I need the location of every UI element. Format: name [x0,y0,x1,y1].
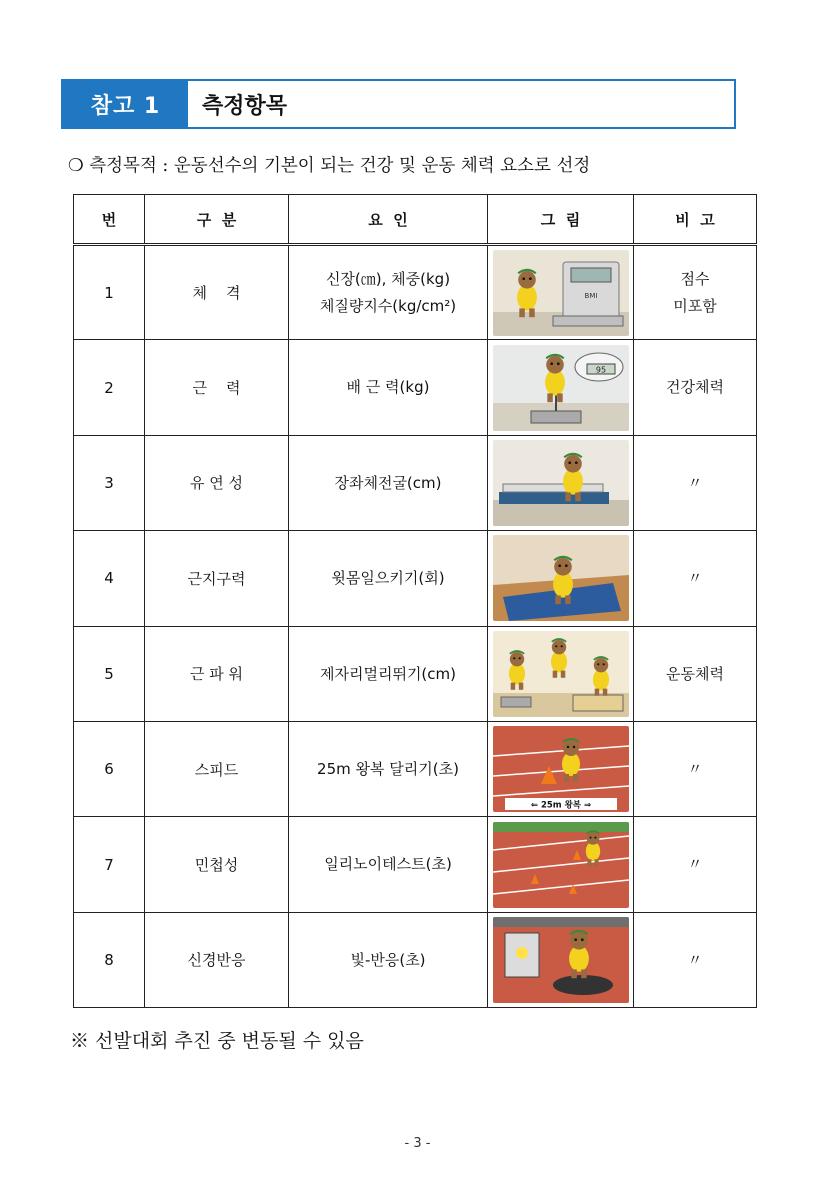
row-picture [488,340,634,435]
row-number: 2 [74,340,145,435]
row-note: 운동체력 [634,626,757,721]
row-number: 4 [74,531,145,626]
row-note: 〃 [634,721,757,816]
col-header-category: 구 분 [145,195,289,245]
row-number: 7 [74,817,145,912]
col-header-picture: 그 림 [488,195,634,245]
row-number: 3 [74,435,145,530]
row-factor: 일리노이테스트(초) [289,817,488,912]
light-reaction-illustration [493,917,629,1003]
row-picture [488,817,634,912]
table-row [74,435,757,530]
col-header-no: 번 [74,195,145,245]
table-row [74,531,757,626]
table-row [74,626,757,721]
svg-text:⇐ 25m 왕복 ⇒: ⇐ 25m 왕복 ⇒ [530,800,591,811]
row-picture [488,245,634,340]
sit-ups-illustration [493,535,629,621]
row-note: 〃 [634,435,757,530]
row-factor: 제자리멀리뛰기(cm) [289,626,488,721]
row-number: 6 [74,721,145,816]
section-title: 측정항목 [202,93,288,119]
row-factor: 윗몸일으키기(회) [289,531,488,626]
row-note: 건강체력 [634,340,757,435]
row-note: 〃 [634,531,757,626]
row-factor: 배 근 력(kg) [289,340,488,435]
back-dynamometer-illustration [493,345,629,431]
table-row [74,245,757,340]
row-picture [488,435,634,530]
table-row [74,912,757,1007]
long-jump-illustration [493,631,629,717]
svg-text:95: 95 [595,365,606,375]
measurement-table [73,194,757,1008]
row-picture [488,626,634,721]
row-picture [488,721,634,816]
row-number: 5 [74,626,145,721]
col-header-note: 비 고 [634,195,757,245]
row-note: 〃 [634,817,757,912]
section-tag: 참고 1 [63,81,188,127]
row-factor: 장좌체전굴(cm) [289,435,488,530]
table-row [74,817,757,912]
row-number: 8 [74,912,145,1007]
col-header-factor: 요 인 [289,195,488,245]
section-header [61,79,736,129]
row-note: 〃 [634,912,757,1007]
footnote: ※ 선발대회 추진 중 변동될 수 있음 [70,1030,364,1052]
measurement-purpose: ❍ 측정목적 : 운동선수의 기본이 되는 건강 및 운동 체력 요소로 선정 [68,156,591,176]
row-category: 신경반응 [145,912,289,1007]
illinois-test-illustration [493,822,629,908]
row-category: 근지구력 [145,531,289,626]
row-category: 근 력 [145,340,289,435]
row-note: 점수 미포함 [634,245,757,340]
row-category: 체 격 [145,245,289,340]
svg-text:BMI: BMI [584,291,597,300]
sit-and-reach-illustration [493,440,629,526]
page-number: - 3 - [404,1136,431,1151]
row-factor: 25m 왕복 달리기(초) [289,721,488,816]
row-number: 1 [74,245,145,340]
row-picture [488,912,634,1007]
row-factor: 빛-반응(초) [289,912,488,1007]
bmi-scale-illustration [493,250,629,336]
table-header-row [74,195,757,245]
row-category: 스피드 [145,721,289,816]
row-picture [488,531,634,626]
row-category: 유 연 성 [145,435,289,530]
row-category: 근 파 워 [145,626,289,721]
row-factor: 신장(㎝), 체중(kg) 체질량지수(kg/cm²) [289,245,488,340]
table-row [74,721,757,816]
table-row [74,340,757,435]
shuttle-run-illustration [493,726,629,812]
row-category: 민첩성 [145,817,289,912]
